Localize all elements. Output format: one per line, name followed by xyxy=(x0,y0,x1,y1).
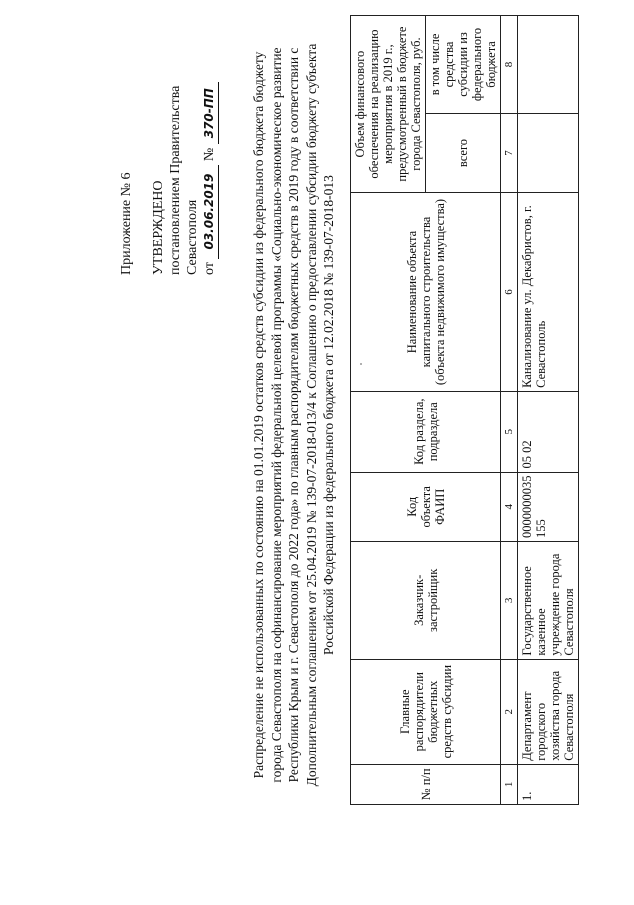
column-number: 8 xyxy=(501,16,518,114)
table-header-row xyxy=(351,16,426,805)
approval-date: 03.06.2019 xyxy=(201,165,219,259)
column-number-row xyxy=(501,16,518,805)
column-number: 2 xyxy=(501,659,518,764)
header-no: № п/п xyxy=(351,764,501,804)
approval-stamp xyxy=(118,15,219,275)
approved-label: УТВЕРЖДЕНО xyxy=(151,180,166,275)
column-number: 6 xyxy=(501,193,518,392)
cell-no: 1. xyxy=(518,764,579,804)
header-total: всего xyxy=(426,113,501,192)
table-row xyxy=(518,16,579,805)
from-label: от xyxy=(202,262,217,275)
header-object-name: Наименование объекта капитального строительства (объекта недвижимого имущества) xyxy=(351,193,501,392)
header-managers: Главные распорядители бюджетных средств субсидии xyxy=(351,659,501,764)
column-number: 7 xyxy=(501,113,518,192)
header-customer: Заказчик-застройщик xyxy=(351,542,501,660)
cell-customer: Государственное казенное учреждение города Севастополя xyxy=(518,542,579,660)
cell-total xyxy=(518,113,579,192)
column-number: 5 xyxy=(501,391,518,472)
column-number: 4 xyxy=(501,472,518,542)
cell-object-name: Канализование ул. Декабристов, г. Севастополь xyxy=(518,193,579,392)
cell-code-section: 05 02 xyxy=(518,391,579,472)
approved-by: постановлением Правительства Севастополя xyxy=(168,85,200,275)
approval-date-line xyxy=(201,15,219,275)
distribution-table xyxy=(350,15,579,805)
header-code-section: Код раздела, подраздела xyxy=(351,391,501,472)
number-label: № xyxy=(202,147,217,162)
approval-number: 370-ПП xyxy=(201,82,219,144)
cell-federal xyxy=(518,16,579,114)
header-financing: Объем финансового обеспечения на реализацию мероприятия в 2019 г., предусмотренный в бюджете города Севастополя, руб. xyxy=(351,16,426,193)
column-number: 3 xyxy=(501,542,518,660)
header-federal: в том числе средства субсидии из федерального бюджета xyxy=(426,16,501,114)
annex-number: Приложение № 6 xyxy=(119,172,134,275)
cell-manager: Департамент городского хозяйства города Севастополя xyxy=(518,659,579,764)
header-code-faip: Код объекта ФАИП xyxy=(351,472,501,542)
document-heading: Распределение не использованных по состоянию на 01.01.2019 остатков средств субсидии из федерального бюджета бюджету города Севастополя на софинансирование мероприятий федеральной целевой программы «Социально-экономическое развитие Республики Крым и г. Севастополя до 2022 года» по главным распорядителям бюджетных средств в 2019 году в соответствии с Дополнительным соглашением от 25.04.2019 № 139-07-2018-013/4 к Соглашению о предоставлении субсидии бюджету субъекта Российской Федерации из федерального бюджета от 12.02.2018 № 139-07-2018-013 xyxy=(251,43,336,787)
scan-speck xyxy=(360,363,362,365)
cell-code-faip: 0000000035155 xyxy=(518,472,579,542)
column-number: 1 xyxy=(501,764,518,804)
